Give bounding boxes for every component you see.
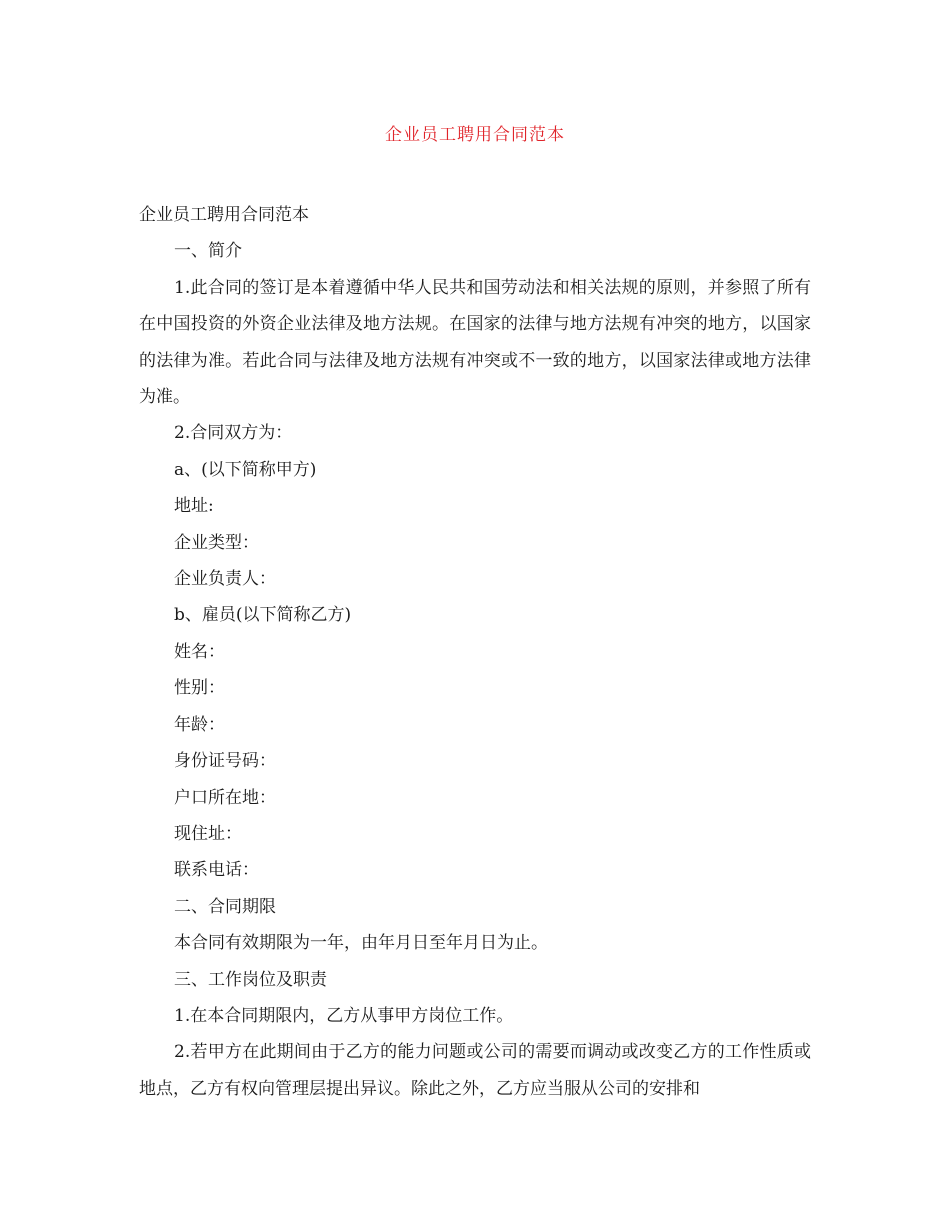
paragraph-duties-2: 2.若甲方在此期间由于乙方的能力问题或公司的需要而调动或改变乙方的工作性质或地点，乙方有权向管理层提出异议。除此之外，乙方应当服从公司的安排和 bbox=[139, 1042, 811, 1099]
paragraph-term: 本合同有效期限为一年，由年月日至年月日为止。 bbox=[174, 933, 548, 954]
party-a-address: 地址: bbox=[174, 496, 214, 517]
party-b-age: 年龄： bbox=[174, 714, 225, 735]
document-title: 企业员工聘用合同范本 bbox=[385, 125, 565, 145]
party-a-line: a、(以下简称甲方) bbox=[174, 459, 317, 480]
party-b-line: b、雇员(以下简称乙方) bbox=[174, 605, 352, 626]
party-b-id: 身份证号码： bbox=[174, 751, 276, 772]
party-b-gender: 性别： bbox=[174, 678, 225, 699]
party-a-type: 企业类型： bbox=[174, 532, 259, 553]
section-heading-term: 二、合同期限 bbox=[174, 896, 276, 917]
paragraph-duties-1: 1.在本合同期限内，乙方从事甲方岗位工作。 bbox=[174, 1005, 514, 1026]
party-b-phone: 联系电话： bbox=[174, 860, 259, 881]
paragraph-intro-2: 2.合同双方为： bbox=[174, 423, 293, 444]
paragraph-intro-1: 1.此合同的签订是本着遵循中华人民共和国劳动法和相关法规的原则，并参照了所有在中国投资的外资企业法律及地方法规。在国家的法律与地方法规有冲突的地方，以国家的法律为准。若此合同与法律及地方法规有冲突或不一致的地方，以国家法律或地方法律为准。 bbox=[139, 277, 811, 408]
party-a-head: 企业负责人： bbox=[174, 569, 276, 590]
party-b-name: 姓名： bbox=[174, 641, 225, 662]
body-heading: 企业员工聘用合同范本 bbox=[139, 205, 309, 225]
section-heading-intro: 一、简介 bbox=[174, 241, 242, 262]
section-heading-duties: 三、工作岗位及职责 bbox=[174, 969, 327, 990]
party-b-hukou: 户口所在地： bbox=[174, 787, 276, 808]
document-body bbox=[139, 197, 811, 1107]
party-b-address: 现住址： bbox=[174, 823, 242, 844]
